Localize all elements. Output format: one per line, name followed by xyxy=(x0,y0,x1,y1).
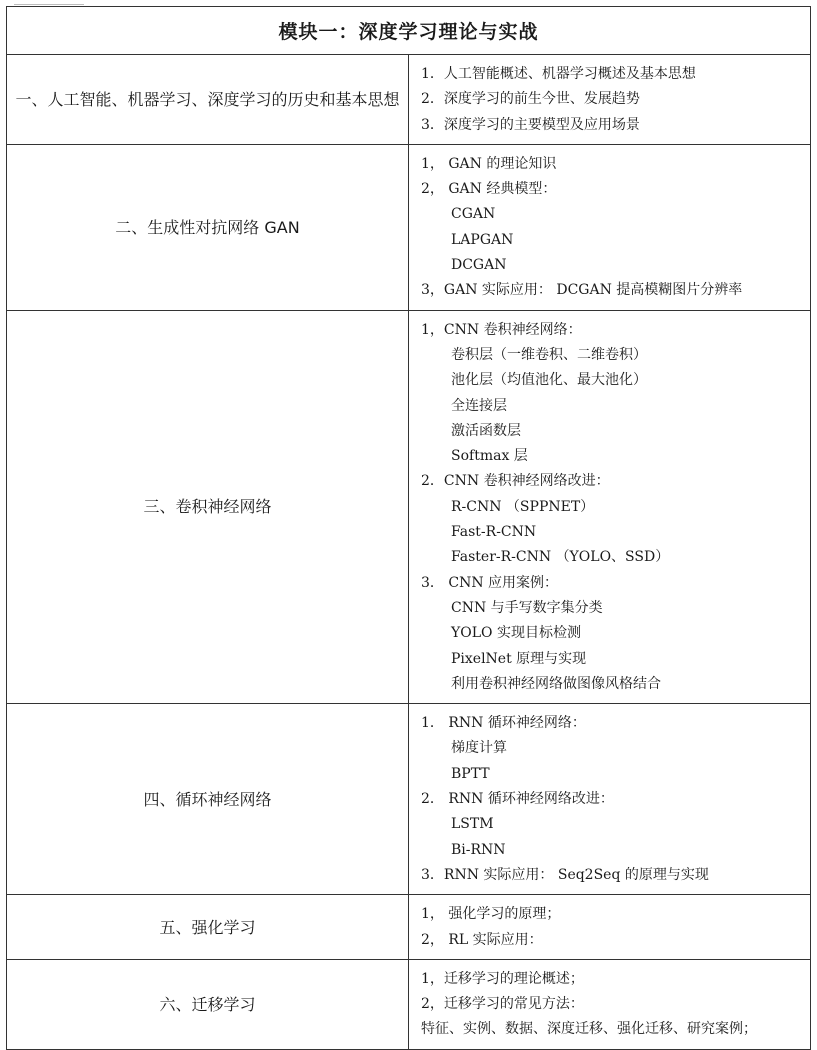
module-name: 四、循环神经网络 xyxy=(7,704,409,895)
syllabus-table xyxy=(6,6,811,1050)
content-subitem: CGAN xyxy=(451,206,496,223)
content-item: 3，GAN 实际应用： DCGAN 提高模糊图片分辨率 xyxy=(421,282,743,299)
content-item: 3．深度学习的主要模型及应用场景 xyxy=(421,116,640,133)
content-item: 3．RNN 实际应用： Seq2Seq 的原理与实现 xyxy=(421,866,709,883)
module-row xyxy=(7,895,811,960)
content-list xyxy=(409,145,810,310)
content-list xyxy=(409,895,810,959)
module-row xyxy=(7,310,811,703)
content-subitem: Faster-R-CNN （YOLO、SSD） xyxy=(451,549,670,566)
module-row xyxy=(7,704,811,895)
content-list xyxy=(409,960,810,1049)
content-subitem: LSTM xyxy=(451,816,494,833)
content-list xyxy=(409,704,810,894)
content-item: 1． RNN 循环神经网络： xyxy=(421,715,586,732)
module-row xyxy=(7,144,811,310)
module-row xyxy=(7,55,811,145)
content-item: 2．CNN 卷积神经网络改进： xyxy=(421,473,610,490)
content-list xyxy=(409,55,810,144)
module-content xyxy=(409,959,811,1049)
content-subitem: R-CNN （SPPNET） xyxy=(451,498,595,515)
content-subitem: Softmax 层 xyxy=(451,448,528,465)
content-item: 3． CNN 应用案例： xyxy=(421,574,559,591)
content-subitem: PixelNet 原理与实现 xyxy=(451,650,587,667)
module-title: 模块一：深度学习理论与实战 xyxy=(7,7,811,55)
module-content xyxy=(409,144,811,310)
module-name: 六、迁移学习 xyxy=(7,959,409,1049)
content-subitem: 利用卷积神经网络做图像风格结合 xyxy=(451,675,661,692)
content-item: 1，迁移学习的理论概述； xyxy=(421,970,584,987)
content-subitem: CNN 与手写数字集分类 xyxy=(451,599,603,616)
content-subitem: Fast-R-CNN xyxy=(451,524,537,541)
module-content xyxy=(409,55,811,145)
content-subitem: 梯度计算 xyxy=(451,740,507,757)
content-item: 2，迁移学习的常见方法： xyxy=(421,996,584,1013)
content-list xyxy=(409,311,810,703)
module-content xyxy=(409,895,811,960)
content-subitem: YOLO 实现目标检测 xyxy=(451,625,581,642)
module-name: 三、卷积神经网络 xyxy=(7,310,409,703)
content-item: 2， GAN 经典模型： xyxy=(421,181,557,198)
content-item: 2． RNN 循环神经网络改进： xyxy=(421,791,614,808)
content-subitem: DCGAN xyxy=(451,257,507,274)
content-item: 1， GAN 的理论知识 xyxy=(421,155,557,172)
module-name: 五、强化学习 xyxy=(7,895,409,960)
module-content xyxy=(409,310,811,703)
content-item: 1．人工智能概述、机器学习概述及基本思想 xyxy=(421,66,696,82)
content-subitem: 池化层（均值池化、最大池化） xyxy=(451,372,647,389)
content-item: 特征、实例、数据、深度迁移、强化迁移、研究案例； xyxy=(421,1021,757,1038)
module-name: 一、人工智能、机器学习、深度学习的历史和基本思想 xyxy=(7,55,409,145)
module-content xyxy=(409,704,811,895)
content-subitem: 卷积层（一维卷积、二维卷积） xyxy=(451,346,647,363)
content-subitem: 全连接层 xyxy=(451,397,507,414)
content-subitem: 激活函数层 xyxy=(451,422,521,439)
content-subitem: LAPGAN xyxy=(451,231,514,248)
content-item: 1，CNN 卷积神经网络： xyxy=(421,321,582,338)
page-top-mark xyxy=(14,0,84,5)
title-row xyxy=(7,7,811,55)
content-item: 2．深度学习的前生今世、发展趋势 xyxy=(421,91,640,108)
content-item: 2， RL 实际应用： xyxy=(421,931,543,948)
content-subitem: Bi-RNN xyxy=(451,841,506,858)
module-name: 二、生成性对抗网络 GAN xyxy=(7,144,409,310)
module-row xyxy=(7,959,811,1049)
content-item: 1， 强化学习的原理； xyxy=(421,906,561,923)
content-subitem: BPTT xyxy=(451,765,490,782)
